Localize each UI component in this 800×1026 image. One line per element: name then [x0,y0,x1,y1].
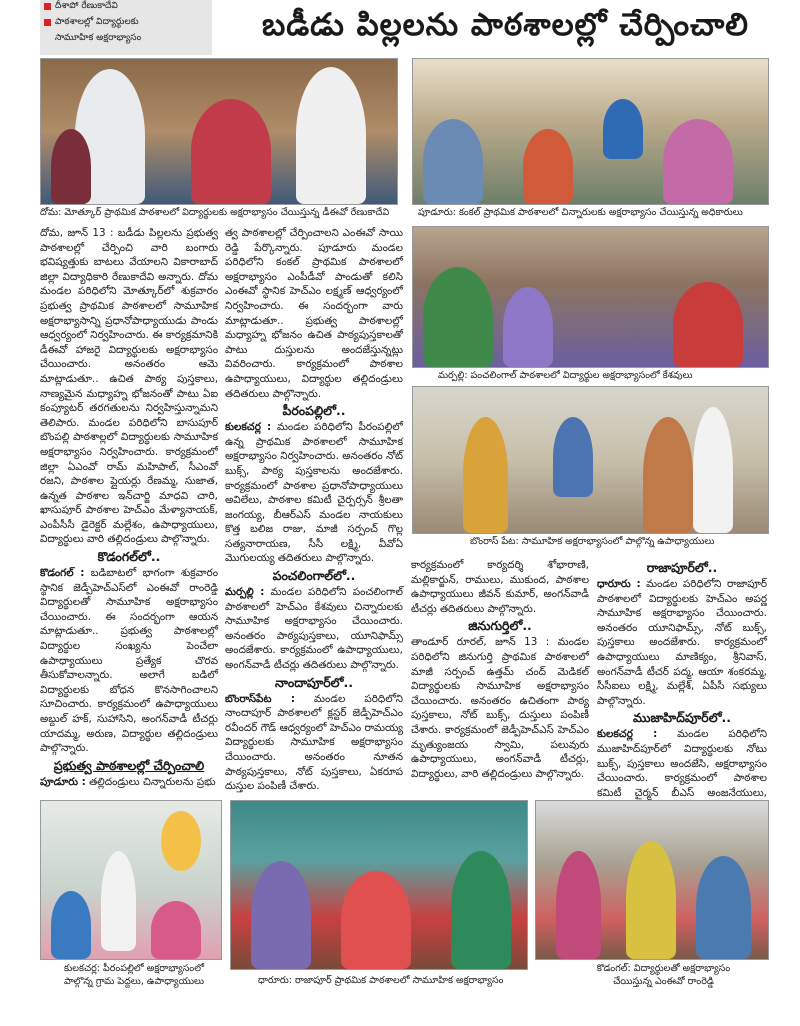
caption-photo6: ధారూరు: రాజాపూర్ ప్రాథమిక పాఠశాలలో సామూహిక అక్షరాభ్యాసం [258,975,504,986]
subheading-rajapur: రాజాపూర్‌లో.. [646,560,718,575]
article-paragraph: కార్యక్రమంలో కార్యదర్శి శోభారాణి, మల్లికార్జున్, రాములు, ముకుంద, పాఠశాల ఉపాధ్యాయులు జీవన్ కుమార్, అంగన్‌వాడీ టీచర్లు తదితరులు పాల్గొన్నారు. [411,559,589,615]
caption-photo3: మర్పల్లి: పంచలింగాల్ పాఠశాలలో విద్యార్థుల అక్షరాభ్యాసంలో కేశవులు [438,370,693,381]
bullet-icon [44,19,51,26]
photo-marpalli [412,226,769,368]
article-paragraph: కొడంగల్ : బడిబాటలో భాగంగా శుక్రవారం స్థానిక జెడ్పీహెచ్‌ఎస్‌లో ఎంఈవో రాంరెడ్డి విద్యార్థులతో సామూహిక అక్షరాభ్యాసం చేయించారు. ఈ సందర్భంగా ఆయన మాట్లాడుతూ.. ప్రభుత్వ పాఠశాలల్లో విద్యార్థుల సంఖ్యను పెంచేలా ఉపాధ్యాయులు ప్రత్యేక చొరవ తీసుకోవాలన్నారు. అలాగే బడిలో విద్యార్థులకు బోధన కొనసాగించాలని సూచించారు. కార్యక్రమంలో ఉపాధ్యాయులు అబ్దుల్ హక్, సుహాసిని, అంగన్‌వాడీ టీచర్లు యాదమ్మ, అరుణ, విద్యార్థుల తల్లిదండ్రులు పాల్గొన్నారు. [40,567,218,755]
sidebar-highlights [40,0,212,55]
photo-domma [40,58,398,205]
subheading-nandapur: నాందాపూర్‌లో.. [275,674,353,690]
highlight-item: సామూహిక అక్షరాభ్యాసం [55,33,142,43]
photo-kodangal [535,800,769,960]
article-paragraph: పూడూరు : తల్లిదండ్రులు చిన్నారులను ప్రభు [40,775,216,788]
photo-dharur [230,800,528,970]
subheading-panchalingal: పంచలింగాల్‌లో.. [272,568,356,584]
subheading-kodangal: కొడంగల్‌లో.. [97,549,161,565]
headline: బడీడు పిల్లలను పాఠశాలల్లో చేర్పించాలి [261,7,750,43]
article-column-2 [225,226,403,795]
caption-photo2: పూడూరు: కంకల్ ప్రాథమిక పాఠశాలలో చిన్నారులకు అక్షరాభ్యాసం చేయిస్తున్న అధికారులు [418,207,743,218]
article-column-4 [597,558,767,799]
photo-kulakacharla [40,800,222,960]
subheading-govt-schools: ప్రభుత్వ పాఠశాలల్లో చేర్పించాలి [53,757,205,773]
subheading-jinugurthi: జినుగుర్తిలో.. [468,618,532,634]
caption-photo5: కులకచర్ల: పీరంపల్లిలో అక్షరాభ్యాసంలో పాల్గొన్న గ్రామ పెద్దలు, ఉపాధ్యాయులు [63,963,205,987]
highlight-item: పాఠశాలల్లో విద్యార్థులకు [40,16,212,29]
article-column-1 [40,226,218,795]
photo-pudur [412,58,769,205]
subheading-mujahidpur: ముజాహిద్‌పూర్‌లో.. [632,710,732,726]
caption-photo4: బొంరాస్ పేట: సామూహిక అక్షరాభ్యాసంలో పాల్గొన్న ఉపాధ్యాయులు [470,536,715,547]
article-paragraph: బొంరాస్‌పేట : మండల పరిధిలోని నాందాపూర్ పాఠశాలలో క్లస్టర్ జెడ్పీహెచ్‌ఎం రవీందర్ గౌడ్ ఆధ్వర్యంలో హెచ్‌ఎం రామయ్య విద్యార్థులకు సామూహిక అక్షరాభ్యాసం చేయించారు. అనంతరం నూతన పాఠ్యపుస్తకాలు, నోట్ పుస్తకాలు, ఏకరూప దుస్తుల పంపిణీ చేశారు. [225,692,403,793]
bullet-icon [44,3,51,10]
article-paragraph: దోమ, జూన్ 13 : బడీడు పిల్లలను ప్రభుత్వ పాఠశాలల్లో చేర్పించి వారి బంగారు భవిష్యత్తుకు బాటలు వేయాలని వికారాబాద్ జిల్లా విద్యాధికారి రేణుకాదేవి అన్నారు. దోమ మండల పరిధిలోని మోత్కూర్‌లో శుక్రవారం ప్రభుత్వ ప్రాథమిక పాఠశాలలో సామూహిక అక్షరాభ్యాసాన్ని ప్రధానోపాధ్యాయుడు పాండు ఆధ్వర్యంలో నిర్వహించారు. ఈ కార్యక్రమానికి డీఈవో హాజరై విద్యార్థులకు అక్షరాభ్యాసం చేయించారు. అనంతరం ఆమె మాట్లాడుతూ.. ఉచిత పాఠ్య పుస్తకాలు, నాణ్యమైన మధ్యాహ్న భోజనంతో పాటు ఏఐ కంప్యూటర్ తరగతులను నిర్వహిస్తున్నామని తెలిపారు. మండల పరిధిలోని బాసుపూర్ బొంపల్లి పాఠశాల్లలో విద్యార్థులకు సామూహిక అక్షరాభ్యాసం నిర్వహించారు. కార్యక్రమంలో జిల్లా ఏఎంవో రామ్ మహిపాల్, సీఎంవో రజని, పాఠశాల ప్లైయర్లు రేణమ్మ, సుజాత, ఉన్నత పాఠశాల ఇన్‌చార్జి మాధవి చారి, ఖాసుపూర్ పాఠశాల హెచ్‌ఎం మేళ్యానాయక్, ఎంపీసీసీ డైరెక్టర్ మల్లేశం, ఉపాధ్యాయులు, విద్యార్థులు వారి తల్లిదండ్రులు పాల్గొన్నారు. [40,227,218,546]
article-column-3 [411,558,589,795]
highlight-item: దీశాపో రేణుకాదేవి [40,0,212,13]
article-paragraph: కులకచర్ల : మండల పరిధిలోని ముజాహిద్‌పూర్‌లో విద్యార్థులకు నోటు బుక్స్, పుస్తకాలు అందజేసి, అక్షరాభ్యాసం చేయించారు. కార్యక్రమంలో పాఠశాల కమిటీ చైర్మన్ బీఎస్ అంజనేయులు, [597,728,767,799]
article-paragraph: కులకచర్ల : మండల పరిధిలోని పీరంపల్లిలో ఉన్న ప్రాథమిక పాఠశాలలో సామూహిక అక్షరాభ్యాసం నిర్వహించారు. అనంతరం నోట్ బుక్స్, పాఠ్య పుస్తకాలను అందజేశారు. కార్యక్రమంలో పాఠశాల ప్రధానోపాధ్యాయులు అవిలేలు, పాఠశాల కమిటీ చైర్పర్సన్ శ్రీలతా జంగయ్య, బీఆర్ఎస్ మండల నాయకులు కొత్త బలిజ రాజు, మాజీ సర్పంచ్ గొల్ల సత్యనారాయణ, సీసీ లక్ష్మి, వీవోఏ మొగులయ్య తదితరులు పాల్గొన్నారు. [225,421,403,565]
article-paragraph: ధారూరు : మండల పరిధిలోని రాజాపూర్ పాఠశాలలో విద్యార్థులకు హెచ్ఎం అపర్ణ సామూహిక అక్షరాభ్యాసం చేయించారు. అనంతరం యూనిఫామ్స్, నోట్ బుక్స్, పుస్తకాలు అందజేశారు. కార్యక్రమంలో ఉపాధ్యాయులు మాణిక్యం, శ్రీనివాస్, అంగన్‌వాడీ టీచర్ పద్మ, ఆయా శంకరమ్మ, సీసీఐలు లక్ష్మి, మల్లేశ్, ఏపీసీ సభ్యులు పాల్గొన్నారు. [597,578,767,707]
photo-bomraspet [412,386,769,534]
article-paragraph: మర్పల్లి : మండల పరిధిలోని పంచలింగాల్ పాఠశాలలో హెచ్‌ఎం కేశవులు చిన్నారులకు సామూహిక అక్షరాభ్యాసం చేయించారు. అనంతరం పాఠ్యపుస్తకాలు, యూనిఫామ్స్ అందజేశారు. కార్యక్రమంలో ఉపాధ్యాయులు, అంగన్‌వాడీ టీచర్లు తదితరులు పాల్గొన్నారు. [225,586,403,672]
caption-photo1: దోమ: మోత్కూర్ ప్రాథమిక పాఠశాలలో విద్యార్థులకు అక్షరాభ్యాసం చేయిస్తున్న డీఈవో రేణుకాదేవి [40,207,390,218]
article-paragraph: త్వ పాఠశాలల్లో చేర్పించాలని ఎంఈవో సాయి రెడ్డి పేర్కొన్నారు. పూడూరు మండల పరిధిలోని కంకల్ ప్రాథమిక పాఠశాలలో అక్షరాభ్యాసం ఎంపీడీవో పాండుతో కలిసి ఎంఈవో స్థానిక హెచ్‌ఎం లక్ష్మణ్ ఆధ్వర్యంలో నిర్వహించారు. ఈ సందర్భంగా వారు మాట్లాడుతూ.. ప్రభుత్వ పాఠశాలల్లో మధ్యాహ్న భోజనం ఉచిత పాఠ్యపుస్తకాలతో పాటు దుస్తులను అందజేస్తున్నట్లు వివరించారు. కార్యక్రమంలో పాఠశాల ఉపాధ్యాయులు, విద్యార్థుల తల్లిదండ్రులు తదితరులు పాల్గొన్నారు. [225,227,403,400]
subheading-peerampalli: పీరంపల్లిలో.. [282,403,346,419]
caption-photo7: కొడంగల్: విద్యార్థులతో అక్షరాభ్యాసం చేయిస్తున్న ఎంఈవో రాంరెడ్డి [596,963,731,987]
article-paragraph: తాండూర్ రూరల్, జూన్ 13 : మండల పరిధిలోని జినుగుర్తి ప్రాథమిక పాఠశాలలో మాజీ సర్పంచ్ ఉత్తమ్ చంద్ మెడికల్ విద్యార్థులకు సామూహిక అక్షరాభ్యాసం చేయించారు. అనంతరం ఉచితంగా పాఠ్య పుస్తకాలు, నోట్ బుక్స్, దుస్తులు పంపిణీ చేశారు. కార్యక్రమంలో జెడ్పీహెచ్ఎస్ హెచ్ఎం మృత్యుంజయ స్వామి, పలువురు ఉపాధ్యాయులు, అంగన్‌వాడీ టీచర్లు, విద్యార్థులు, వారి తల్లిదండ్రులు పాల్గొన్నారు. [411,636,589,780]
